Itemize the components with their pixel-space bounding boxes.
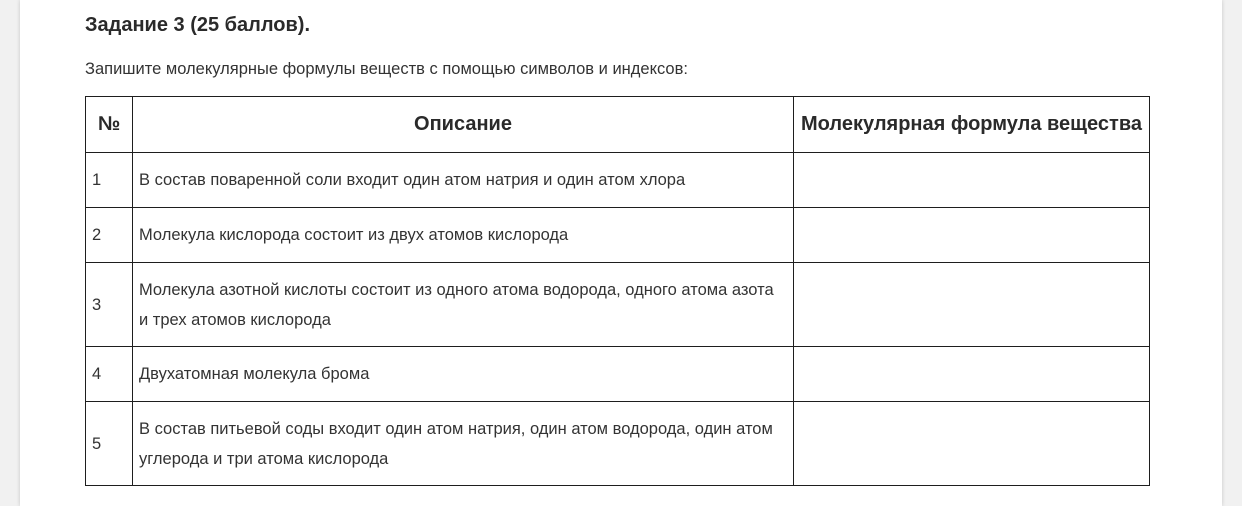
row-number: 3 xyxy=(86,263,133,347)
task-instruction: Запишите молекулярные формулы веществ с помощью символов и индексов: xyxy=(85,60,688,78)
row-description: Молекула кислорода состоит из двух атомов кислорода xyxy=(133,208,794,263)
header-number: № xyxy=(86,97,133,153)
table-header-row xyxy=(86,97,1150,153)
table-row xyxy=(86,153,1150,208)
formula-answer-cell[interactable] xyxy=(794,402,1150,486)
row-number: 1 xyxy=(86,153,133,208)
header-description: Описание xyxy=(133,97,794,153)
formula-answer-cell[interactable] xyxy=(794,347,1150,402)
document-page xyxy=(20,0,1222,506)
table-row xyxy=(86,402,1150,486)
row-number: 5 xyxy=(86,402,133,486)
row-description: Двухатомная молекула брома xyxy=(133,347,794,402)
row-description: Молекула азотной кислоты состоит из одного атома водорода, одного атома азота и трех атомов кислорода xyxy=(133,263,794,347)
formula-answer-cell[interactable] xyxy=(794,153,1150,208)
formula-answer-cell[interactable] xyxy=(794,263,1150,347)
table-row xyxy=(86,347,1150,402)
task-title: Задание 3 (25 баллов). xyxy=(85,14,311,36)
row-number: 4 xyxy=(86,347,133,402)
row-description: В состав питьевой соды входит один атом натрия, один атом водорода, один атом углерода и три атома кислорода xyxy=(133,402,794,486)
header-formula: Молекулярная формула вещества xyxy=(794,97,1150,153)
row-number: 2 xyxy=(86,208,133,263)
row-description: В состав поваренной соли входит один атом натрия и один атом хлора xyxy=(133,153,794,208)
table-row xyxy=(86,263,1150,347)
table-row xyxy=(86,208,1150,263)
formula-answer-cell[interactable] xyxy=(794,208,1150,263)
formula-table xyxy=(85,96,1150,486)
